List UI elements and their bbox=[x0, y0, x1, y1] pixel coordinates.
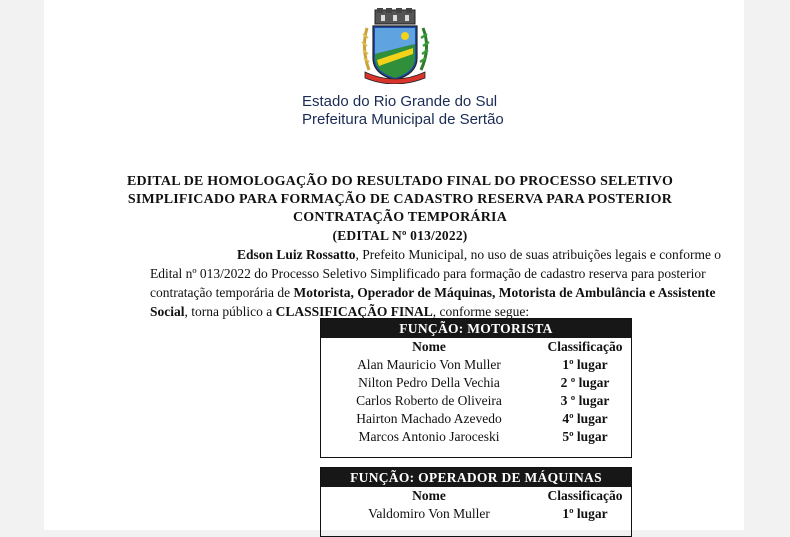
coat-of-arms-icon bbox=[353, 8, 437, 84]
body-line-4: Social, torna público a CLASSIFICAÇÃO FINAL, conforme segue: bbox=[150, 304, 530, 319]
table-row: Alan Mauricio Von Muller 1º lugar bbox=[357, 357, 608, 372]
table-row: Valdomiro Von Muller 1º lugar bbox=[368, 506, 608, 521]
column-header-classification: Classificação bbox=[547, 488, 623, 503]
table-row: Nilton Pedro Della Vechia 2 º lugar bbox=[358, 375, 610, 390]
column-header-classification: Classificação bbox=[547, 339, 623, 354]
body-line-2: Edital nº 013/2022 do Processo Seletivo Simplificado para formação de cadastro reserva para posterior bbox=[150, 266, 706, 281]
body-paragraph bbox=[150, 245, 722, 321]
column-header-name: Nome bbox=[412, 339, 446, 354]
table-motorista bbox=[320, 318, 632, 458]
table-title: FUNÇÃO: OPERADOR DE MÁQUINAS bbox=[321, 468, 631, 487]
table-row: Carlos Roberto de Oliveira 3 º lugar bbox=[356, 393, 610, 408]
column-header-name: Nome bbox=[412, 488, 446, 503]
table-row: Hairton Machado Azevedo 4º lugar bbox=[356, 411, 608, 426]
table-header-row bbox=[321, 487, 631, 505]
prefeitura-name: Prefeitura Municipal de Sertão bbox=[302, 111, 504, 128]
table-header-row bbox=[321, 338, 631, 356]
table-row: Marcos Antonio Jaroceski 5º lugar bbox=[358, 429, 608, 444]
document-title-line-3: CONTRATAÇÃO TEMPORÁRIA bbox=[292, 210, 508, 225]
edital-number: (EDITAL Nº 013/2022) bbox=[332, 228, 468, 243]
body-line-3: contratação temporária de Motorista, Operador de Máquinas, Motorista de Ambulância e Assistente bbox=[150, 285, 716, 300]
table-title: FUNÇÃO: MOTORISTA bbox=[321, 319, 631, 338]
body-line-1: Edson Luiz Rossatto, Prefeito Municipal, no uso de suas atribuições legais e conforme o bbox=[237, 247, 722, 262]
mayor-name: Edson Luiz Rossatto bbox=[237, 247, 356, 262]
state-name: Estado do Rio Grande do Sul bbox=[302, 93, 498, 110]
document-title-line-1: EDITAL DE HOMOLOGAÇÃO DO RESULTADO FINAL DO PROCESSO SELETIVO bbox=[126, 174, 674, 189]
document-title-line-2: SIMPLIFICADO PARA FORMAÇÃO DE CADASTRO RESERVA PARA POSTERIOR bbox=[127, 192, 673, 207]
table-operador-de-maquinas bbox=[320, 467, 632, 537]
